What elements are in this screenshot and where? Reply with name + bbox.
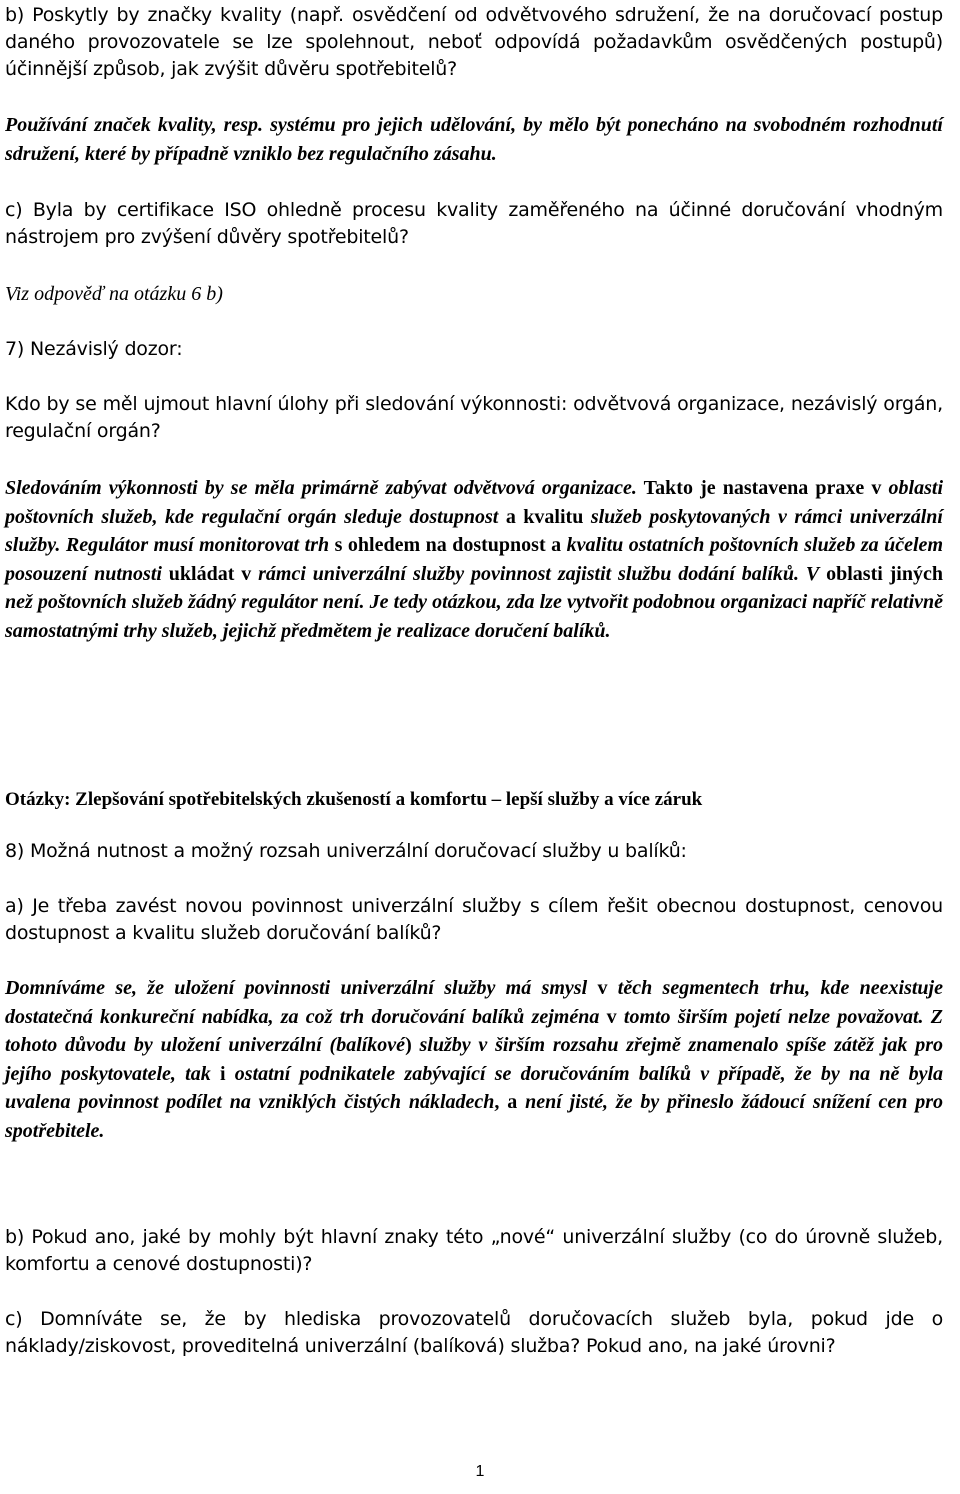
question-8b: b) Pokud ano, jaké by mohly být hlavní znaky této „nové“ univerzální služby (co do úrovně služeb, komfortu a cenové dostupnosti)? [5,1226,943,1275]
answer-6c: Viz odpověď na otázku 6 b) [5,283,223,305]
question-6c: c) Byla by certifikace ISO ohledně procesu kvality zaměřeného na účinné doručování vhodným nástrojem pro zvýšení důvěry spotřebitelů? [5,199,943,248]
answer-7: Sledováním výkonnosti by se měla primárně zabývat odvětvová organizace. Takto je nastavena praxe v oblasti poštovních služeb, kde regulační orgán sleduje dostupnost a kvalitu služeb poskytovaných v rámci univerzální služby. Regulátor musí monitorovat trh s ohledem na dostupnost a kvalitu ostatních poštovních služeb za účelem posouzení nutnosti ukládat v rámci univerzální služby povinnost zajistit službu dodání balíků. V oblasti jiných než poštovních služeb žádný regulátor není. Je tedy otázkou, zda lze vytvořit podobnou organizaci napříč relativně samostatnými trhy služeb, jejichž předmětem je realizace doručení balíků. [5,477,943,642]
section-7-title: 7) Nezávislý dozor: [5,338,183,360]
question-8c: c) Domníváte se, že by hlediska provozovatelů doručovacích služeb byla, pokud jde o náklady/ziskovost, proveditelná univerzální (balíková) služba? Pokud ano, na jaké úrovni? [5,1308,943,1357]
answer-6b: Používání značek kvality, resp. systému pro jejich udělování, by mělo být ponecháno na svobodném rozhodnutí sdružení, které by případně vzniklo bez regulačního zásahu. [5,114,943,165]
answer-8a: Domníváme se, že uložení povinnosti univerzální služby má smysl v těch segmentech trhu, kde neexistuje dostatečná konkureční nabídka, za což trh doručování balíků zejména v tomto širším pojetí nelze považovat. Z tohoto důvodu by uložení univerzální (balíkové) služby v širším rozsahu zřejmě znamenalo spíše zátěž jak pro jejího poskytovatele, tak i ostatní podnikatele zabývající se doručováním balíků v případě, že by na ně byla uvalena povinnost podílet na vzniklých čistých nákladech, a není jisté, že by přineslo žádoucí snížení cen pro spotřebitele. [5,977,944,1142]
questions-heading: Otázky: Zlepšování spotřebitelských zkušeností a komfortu – lepší služby a více záruk [5,789,703,810]
section-8-title: 8) Možná nutnost a možný rozsah univerzální doručovací služby u balíků: [5,840,687,862]
question-8a: a) Je třeba zavést novou povinnost univerzální služby s cílem řešit obecnou dostupnost, cenovou dostupnost a kvalitu služeb doručování balíků? [5,895,943,944]
page-number: 1 [475,1463,485,1480]
question-6b: b) Poskytly by značky kvality (např. osvědčení od odvětvového sdružení, že na doručovací postup daného provozovatele se lze spolehnout, neboť odpovídá požadavkům osvědčených postupů) účinnější způsob, jak zvýšit důvěru spotřebitelů? [5,4,943,80]
question-7: Kdo by se měl ujmout hlavní úlohy při sledování výkonnosti: odvětvová organizace, nezávislý orgán, regulační orgán? [5,393,943,442]
